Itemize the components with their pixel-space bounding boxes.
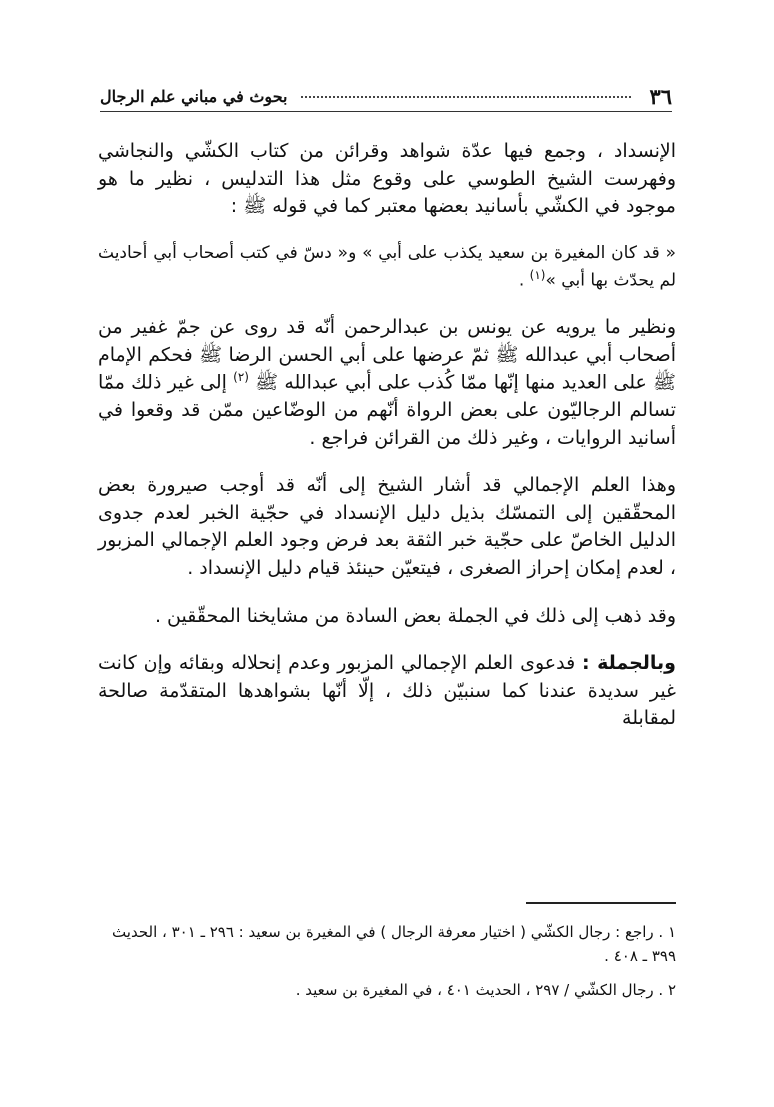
page-number: ٣٦ [649,84,672,109]
footnote-2: ٢ . رجال الكشّي / ٢٩٧ ، الحديث ٤٠١ ، في المغيرة بن سعيد . [295,981,676,999]
quotation-text: « قد كان المغيرة بن سعيد يكذب على أبي » و« دسّ في كتب أصحاب أبي أحاديث لم يحدّث بها أبي » [98,242,676,291]
paragraph-4: وقد ذهب إلى ذلك في الجملة بعض السادة من مشايخنا المحقّقين . [154,604,676,627]
main-text [98,138,676,753]
footnote-separator [526,902,676,904]
footnotes [98,920,676,1012]
paragraph-3: وهذا العلم الإجمالي قد أشار الشيخ إلى أنّه قد أوجب صيرورة بعض المحقّقين إلى التمسّك بذيل دليل الإنسداد في حجّية الخبر لعدم جدوى الدليل الخاصّ على حجّية خبر الثقة بعد فرض وجود العلم الإجمالي المزبور ، لعدم إمكان إحراز الصغرى ، فيتعيّن حينئذ قيام دليل الإنسداد . [98,474,676,579]
paragraph-2a: ونظير ما يرويه عن يونس بن عبدالرحمن أنّه قد روى عن جمّ غفير من أصحاب أبي عبدالله ﷺ ثمّ عرضها على أبي الحسن الرضا ﷺ فحكم الإمام ﷺ على العديد منها إنّها ممّا كُذب على أبي عبدالله ﷺ [98,316,676,394]
paragraph-2 [98,314,676,452]
paragraph-5-lead: وبالجملة : [582,652,676,675]
paragraph-5-text: فدعوى العلم الإجمالي المزبور وعدم إنحلاله وبقائه وإن كانت غير سديدة عندنا كما سنبيّن ذلك ، إلّا أنّها بشواهدها المتقدّمة صالحة لمقابلة [98,652,676,730]
paragraph-2b: إلى غير ذلك ممّا تسالم الرجاليّون على بعض الرواة أنّهم من الوضّاعين ممّن قد وقعوا في أسانيد الروايات ، وغير ذلك من القرائن فراجع . [98,371,676,449]
quotation: « قد كان المغيرة بن سعيد يكذب على أبي » و« دسّ في كتب أصحاب أبي أحاديث لم يحدّث بها أبي »$^{(١)}$ . [98,242,676,291]
footnote-ref-2[interactable]: (٢) [233,370,249,385]
running-header [100,82,672,112]
running-title: بحوث في مباني علم الرجال [100,87,288,106]
header-dot-leader [301,96,631,98]
paragraph-1: الإنسداد ، وجمع فيها عدّة شواهد وقرائن من كتاب الكشّي والنجاشي وفهرست الشيخ الطوسي على وقوع مثل هذا التدليس ، نظير ما هو موجود في الكشّي بأسانيد بعضها معتبر كما في قوله ﷺ : [98,140,676,218]
footnote-1: ١ . راجع : رجال الكشّي ( اختيار معرفة الرجال ) في المغيرة بن سعيد : ٢٩٦ ـ ٣٠١ ، الحديث ٣٩٩ ـ ٤٠٨ . [112,923,676,965]
paragraph-5 [98,650,676,733]
footnote-ref-1[interactable]: (١) [529,268,546,283]
